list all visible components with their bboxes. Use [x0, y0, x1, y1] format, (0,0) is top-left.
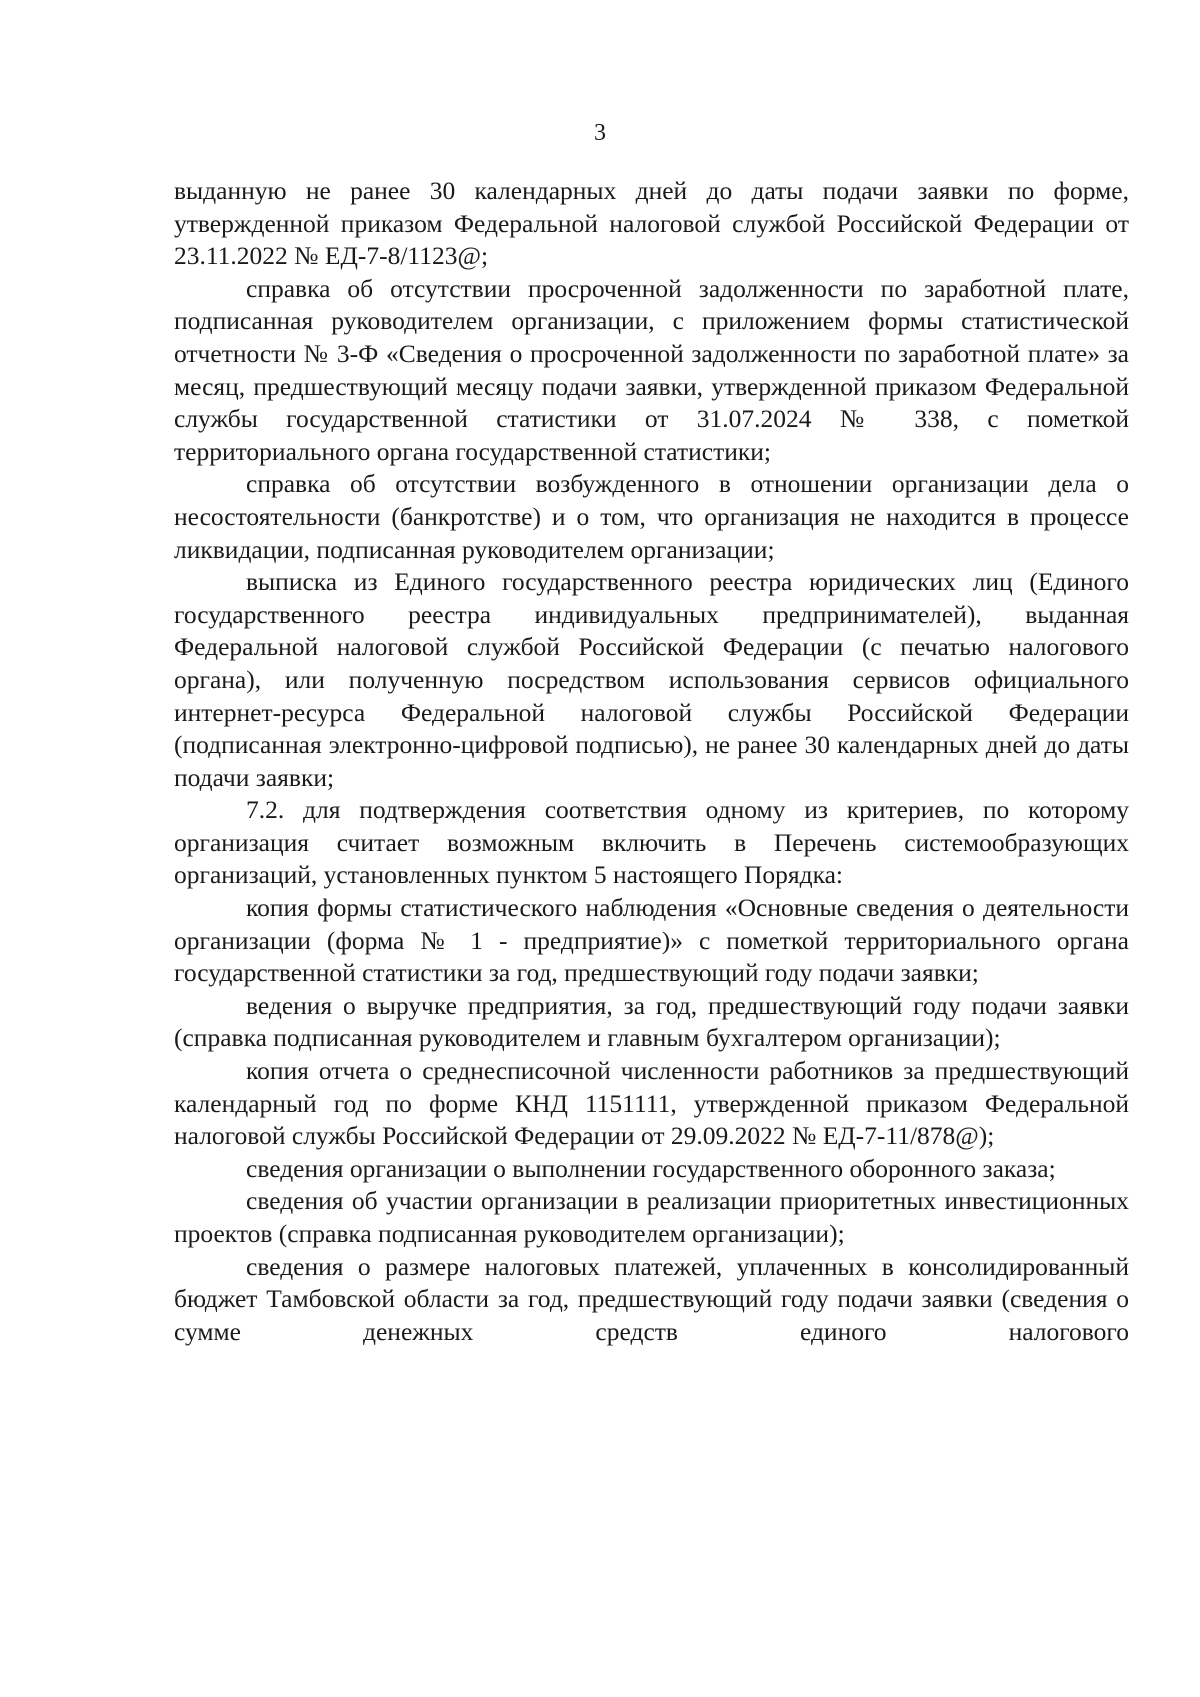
paragraph: сведения организации о выполнении государственного оборонного заказа;: [246, 1153, 1056, 1183]
paragraph: справка об отсутствии возбужденного в отношении организации дела о несостоятельности (банкротстве) и о том, что организация не находится в процессе ликвидации, подписанная руководителем организации;: [174, 469, 1129, 564]
paragraph: сведения об участии организации в реализации приоритетных инвестиционных проектов (справка подписанная руководителем организации);: [174, 1186, 1129, 1248]
paragraph: сведения о размере налоговых платежей, уплаченных в консолидированный бюджет Тамбовской области за год, предшествующий году подачи заявки (сведения о сумме денежных средств единого налогового: [174, 1251, 1129, 1346]
paragraph: 7.2. для подтверждения соответствия одному из критериев, по которому организация считает возможным включить в Перечень системообразующих организаций, установленных пунктом 5 настоящего Порядка:: [174, 795, 1129, 890]
paragraph: справка об отсутствии просроченной задолженности по заработной плате, подписанная руководителем организации, с приложением формы статистической отчетности № 3-Ф «Сведения о просроченной задолженности по заработной плате» за месяц, предшествующий месяцу подачи заявки, утвержденной приказом Федеральной службы государственной статистики от 31.07.2024 № 338, с пометкой территориального органа государственной статистики;: [174, 273, 1129, 466]
document-body: [174, 175, 1129, 1348]
paragraph: ведения о выручке предприятия, за год, предшествующий году подачи заявки (справка подписанная руководителем и главным бухгалтером организации);: [174, 990, 1129, 1053]
paragraph: копия отчета о среднесписочной численности работников за предшествующий календарный год по форме КНД 1151111, утвержденной приказом Федеральной налоговой службы Российской Федерации от 29.09.2022 № ЕД-7-11/878@);: [174, 1056, 1129, 1151]
page-number: 3: [594, 120, 606, 146]
paragraph: выписка из Единого государственного реестра юридических лиц (Единого государственного реестра индивидуальных предпринимателей), выданная Федеральной налоговой службой Российской Федерации (с печатью налогового органа), или полученную посредством использования сервисов официального интернет-ресурса Федеральной налоговой службы Российской Федерации (подписанная электронно-цифровой подписью), не ранее 30 календарных дней до даты подачи заявки;: [174, 567, 1129, 792]
paragraph: копия формы статистического наблюдения «Основные сведения о деятельности организации (форма № 1 - предприятие)» с пометкой территориального органа государственной статистики за год, предшествующий году подачи заявки;: [174, 893, 1129, 988]
paragraph: выданную не ранее 30 календарных дней до даты подачи заявки по форме, утвержденной приказом Федеральной налоговой службой Российской Федерации от 23.11.2022 № ЕД-7-8/1123@;: [174, 176, 1129, 271]
